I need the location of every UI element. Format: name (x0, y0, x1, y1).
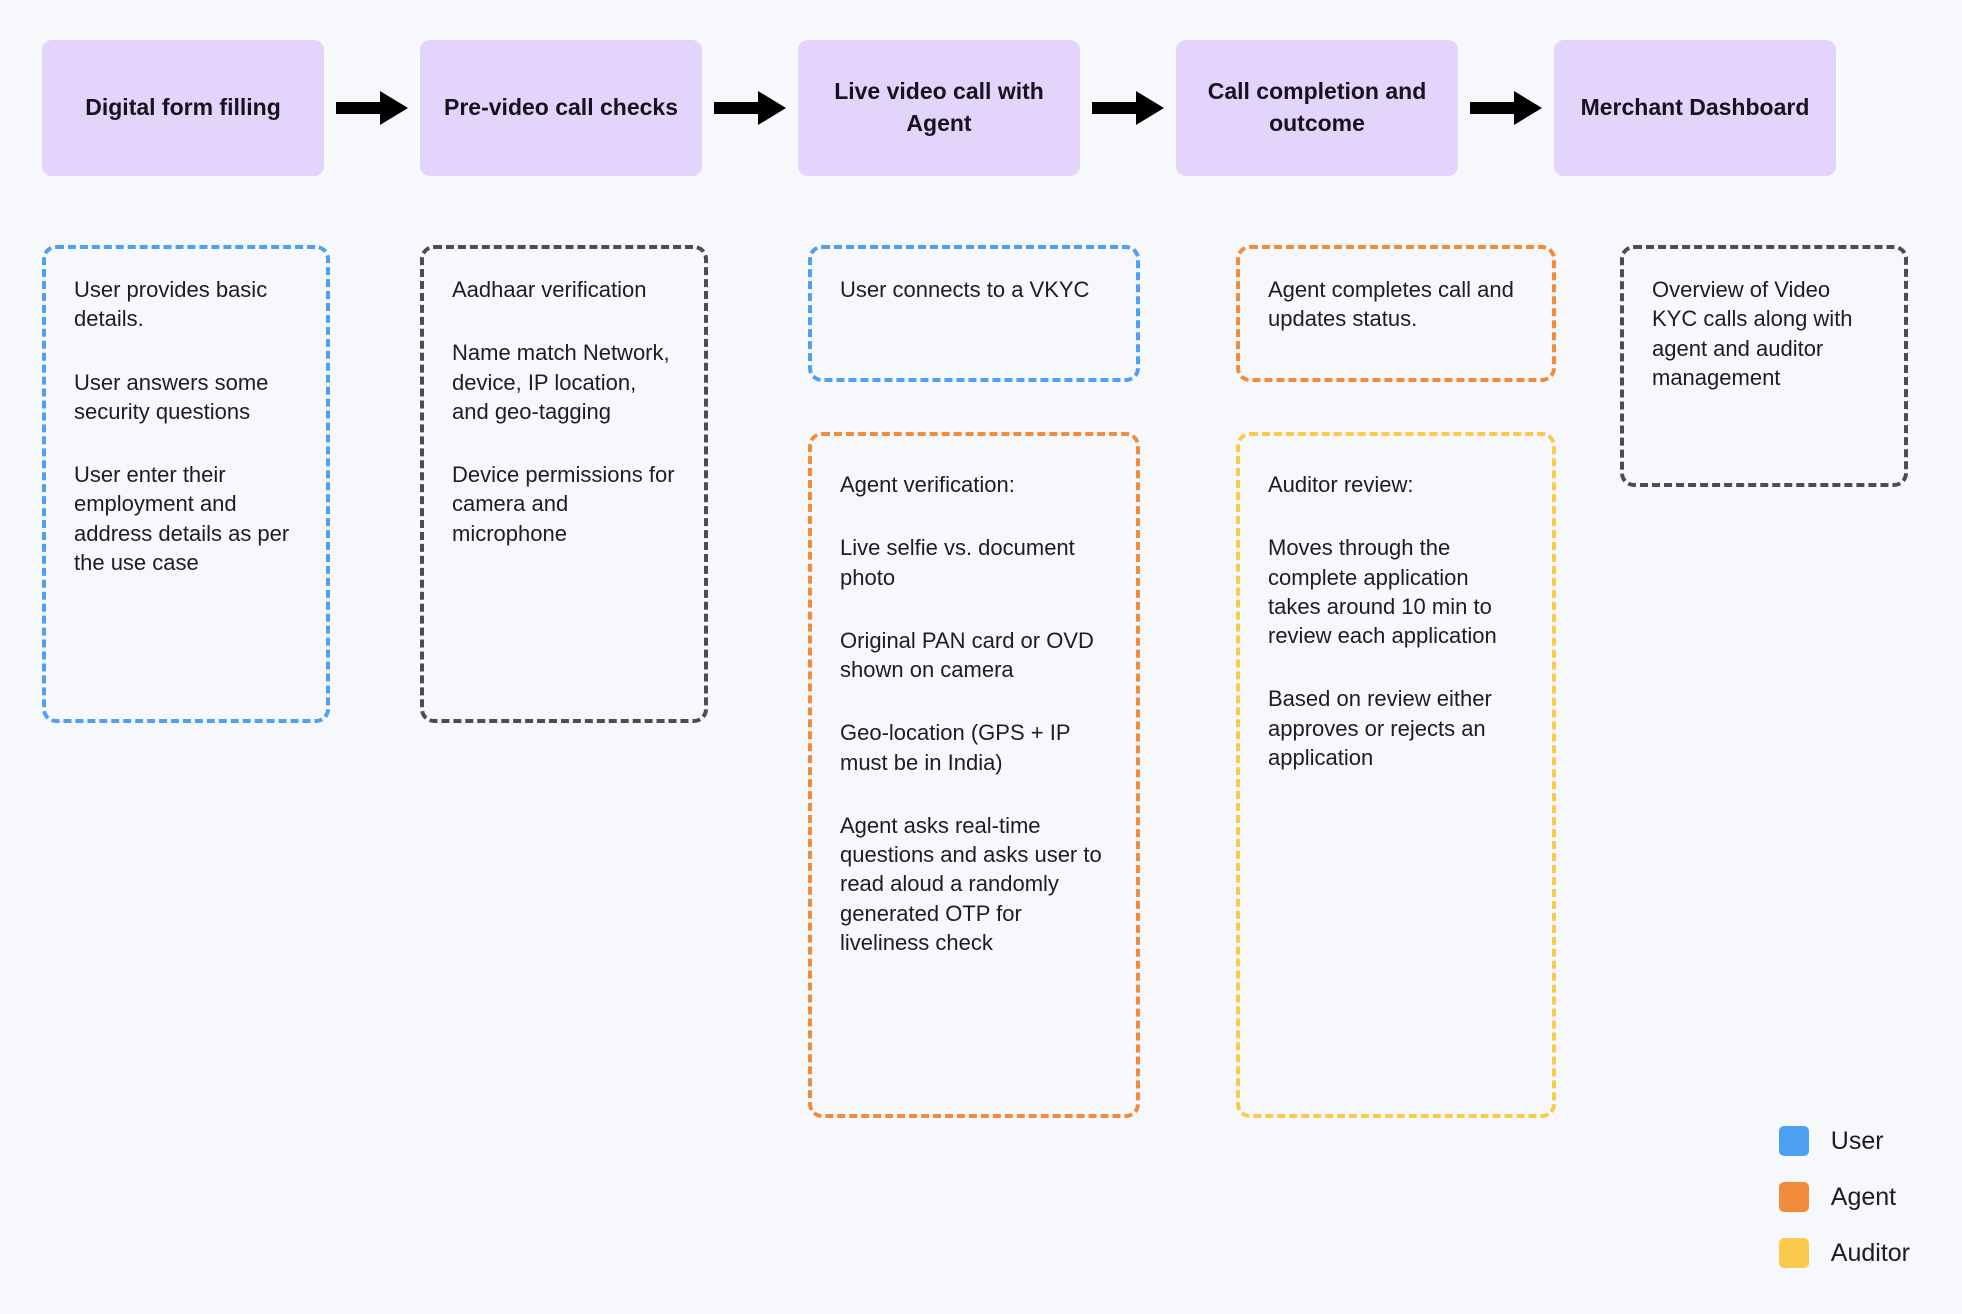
card-completion-auditor (1236, 432, 1556, 1118)
card-precall-checks (420, 245, 708, 723)
stage-box-call-completion-and-outcome (1176, 40, 1458, 176)
card-line: Geo-location (GPS + IP must be in India) (840, 720, 1071, 775)
card-line: Based on review either approves or rejects an application (1268, 686, 1492, 770)
stage-title: Call completion and outcome (1207, 78, 1427, 136)
card-call-user (808, 245, 1140, 382)
card-line: User connects to a VKYC (840, 277, 1090, 302)
card-line: Auditor review: (1268, 472, 1414, 497)
card-line: Moves through the complete application takes around 10 min to review each application (1268, 535, 1497, 648)
arrow-icon-4 (1458, 40, 1554, 176)
legend-label: Auditor (1830, 1238, 1910, 1267)
legend-label: Agent (1830, 1182, 1897, 1211)
legend-item-agent (1779, 1182, 1910, 1212)
arrow-icon-3 (1080, 40, 1176, 176)
card-line: Name match Network, device, IP location, and geo-tagging (452, 340, 670, 424)
stage-title: Digital form filling (85, 94, 281, 121)
card-line: Overview of Video KYC calls along with agent and auditor management (1652, 277, 1853, 390)
legend-swatch-user-icon (1779, 1126, 1809, 1156)
arrow-icon-1 (324, 40, 420, 176)
arrow-icon-2 (702, 40, 798, 176)
card-line: User answers some security questions (74, 369, 269, 424)
stage-box-live-video-call-with-agent (798, 40, 1080, 176)
card-line: Device permissions for camera and microphone (452, 462, 675, 546)
legend (1779, 1126, 1910, 1268)
card-line: Aadhaar verification (452, 277, 647, 302)
card-line: Agent completes call and updates status. (1268, 277, 1514, 332)
stage-box-digital-form-filling (42, 40, 324, 176)
card-line: Agent verification: (840, 472, 1015, 497)
stage-box-merchant-dashboard (1554, 40, 1836, 176)
card-line: Agent asks real-time questions and asks user to read aloud a randomly generated OTP for liveliness check (840, 812, 1102, 955)
card-line: User provides basic details. (74, 277, 268, 332)
card-line: Original PAN card or OVD shown on camera (840, 627, 1094, 682)
card-dashboard (1620, 245, 1908, 487)
stage-title: Live video call with Agent (834, 78, 1044, 136)
card-call-agent (808, 432, 1140, 1118)
legend-item-user (1779, 1126, 1910, 1156)
stage-box-pre-video-call-checks (420, 40, 702, 176)
card-line: Live selfie vs. document photo (840, 535, 1075, 590)
legend-label: User (1830, 1126, 1884, 1155)
card-form-user (42, 245, 330, 723)
stage-title: Pre-video call checks (444, 94, 678, 121)
legend-swatch-auditor-icon (1779, 1238, 1809, 1268)
card-line: User enter their employment and address details as per the use case (74, 462, 290, 575)
card-completion-agent (1236, 245, 1556, 382)
legend-swatch-agent-icon (1779, 1182, 1809, 1212)
stage-title: Merchant Dashboard (1580, 94, 1810, 121)
stage-row (42, 40, 1836, 176)
legend-item-auditor (1779, 1238, 1910, 1268)
